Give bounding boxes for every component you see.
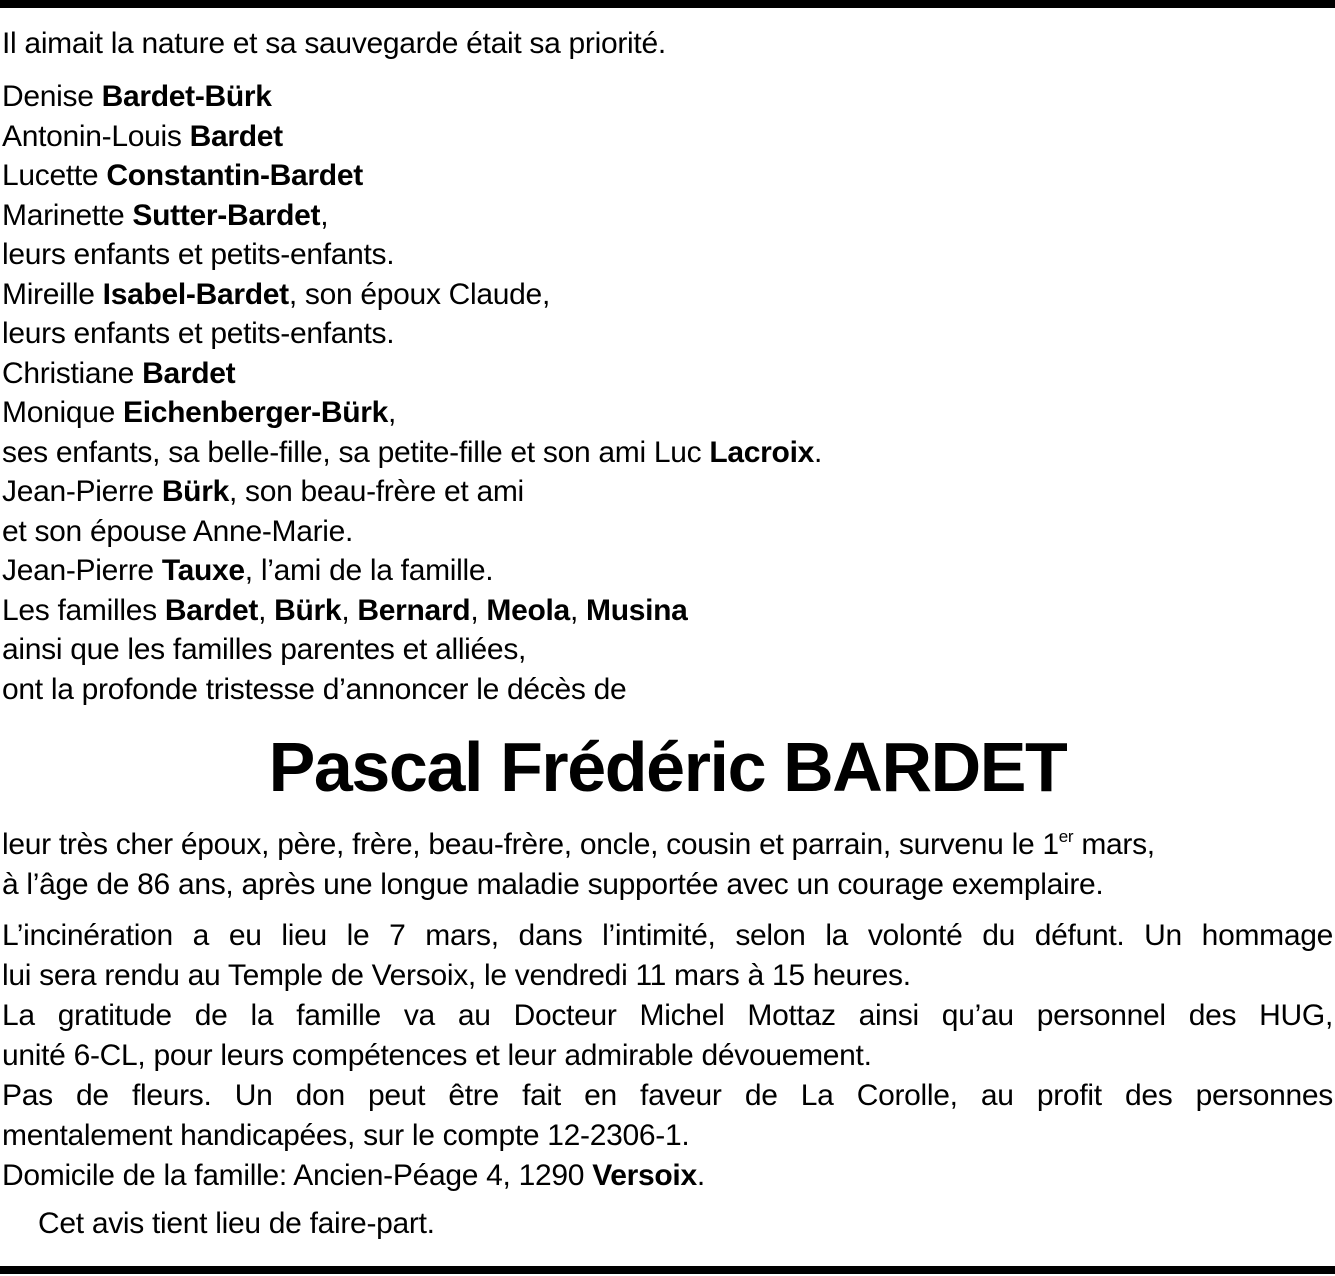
surname: Bardet [142,356,236,390]
text-segment: , [569,593,587,627]
text-segment: , [470,593,487,627]
surname: Bürk [274,593,342,627]
family-line [2,117,1335,157]
family-line [2,275,1335,315]
surname: Bardet [189,119,283,153]
details-line: unité 6-CL, pour leurs compétences et leur admirable dévouement. [2,1039,872,1072]
text-segment: Lucette [2,159,107,192]
family-address: Domicile de la famille: Ancien-Péage 4, 1290 Versoix. [2,1159,705,1192]
text-segment: Antonin-Louis [2,119,190,153]
text-segment: ainsi que les familles parentes et alliées, [2,633,527,666]
text-segment: , [388,396,397,429]
bottom-border-rule [0,1266,1335,1274]
text-segment: Marinette [2,198,133,232]
text-segment: , [320,198,329,232]
family-line [2,472,1335,512]
family-line [2,512,1335,552]
surname: Bardet [164,593,259,627]
family-line [2,77,1335,117]
family-line [2,314,1335,354]
family-line [2,235,1335,275]
surname: Bardet-Bürk [101,80,272,113]
surname: Bernard [357,593,471,627]
surname: Lacroix [709,435,814,469]
text-segment: leurs enfants et petits-enfants. [2,238,395,271]
closing-text: Cet avis tient lieu de faire-part. [38,1207,435,1240]
text-segment: ses enfants, sa belle-fille, sa petite-fille et son ami Luc [2,435,710,469]
details-line: lui sera rendu au Temple de Versoix, le vendredi 11 mars à 15 heures. [2,959,911,992]
details-line: mentalement handicapées, sur le compte 12-2306-1. [2,1119,690,1152]
surname: Isabel-Bardet [102,277,289,311]
surname: Eichenberger-Bürk [123,396,388,429]
deceased-name: Pascal Frédéric BARDET [268,728,1067,806]
surname: Musina [586,593,688,627]
surname: Tauxe [161,554,245,587]
text-segment: , [341,593,358,627]
surname: Sutter-Bardet [132,198,321,232]
family-line [2,630,1335,670]
text-segment: Denise [2,80,102,113]
text-segment: Les familles [2,593,165,627]
notice-line-2: à l’âge de 86 ans, après une longue maladie supportée avec un courage exemplaire. [2,868,1104,901]
family-line [2,591,1335,631]
text-segment: , [258,593,275,627]
family-line [2,156,1335,196]
text-segment: , son époux Claude, [288,277,550,311]
family-list [2,77,1335,709]
text-segment: Jean-Pierre [2,554,162,587]
details-line: Pas de fleurs. Un don peut être fait en faveur de La Corolle, au profit des personnes [2,1079,1333,1112]
family-line [2,354,1335,394]
surname: Bürk [161,475,229,508]
top-border-rule [0,0,1335,8]
text-segment: , son beau-frère et ami [228,475,524,508]
town-name: Versoix [592,1159,697,1192]
family-line [2,393,1335,433]
family-line [2,670,1335,710]
ordinal-superscript: er [1058,827,1074,846]
text-segment: , l’ami de la famille. [244,554,494,587]
death-notice-text [2,825,1335,905]
details-line: L’incinération a eu lieu le 7 mars, dans l’intimité, selon la volonté du défunt. Un hommage [2,919,1333,952]
family-line [2,433,1335,473]
family-line [2,196,1335,236]
details-line: La gratitude de la famille va au Docteur Michel Mottaz ainsi qu’au personnel des HUG, [2,999,1333,1032]
family-line [2,551,1335,591]
text-segment: . [814,435,823,469]
text-segment: et son épouse Anne-Marie. [2,514,354,548]
text-segment: leurs enfants et petits-enfants. [2,317,395,350]
intro-line: Il aimait la nature et sa sauvegarde était sa priorité. [2,27,666,60]
intro-text [2,26,1335,62]
text-segment: Mireille [2,277,103,311]
surname: Meola [486,593,570,627]
ceremony-details [2,916,1335,1196]
text-segment: ont la profonde tristesse d’annoncer le décès de [2,672,627,706]
text-segment: Christiane [2,356,143,390]
surname: Constantin-Bardet [106,159,363,192]
notice-line-1: leur très cher époux, père, frère, beau-frère, oncle, cousin et parrain, survenu le 1er mars, [2,827,1155,861]
text-segment: Monique [2,396,124,429]
text-segment: Jean-Pierre [2,475,162,508]
